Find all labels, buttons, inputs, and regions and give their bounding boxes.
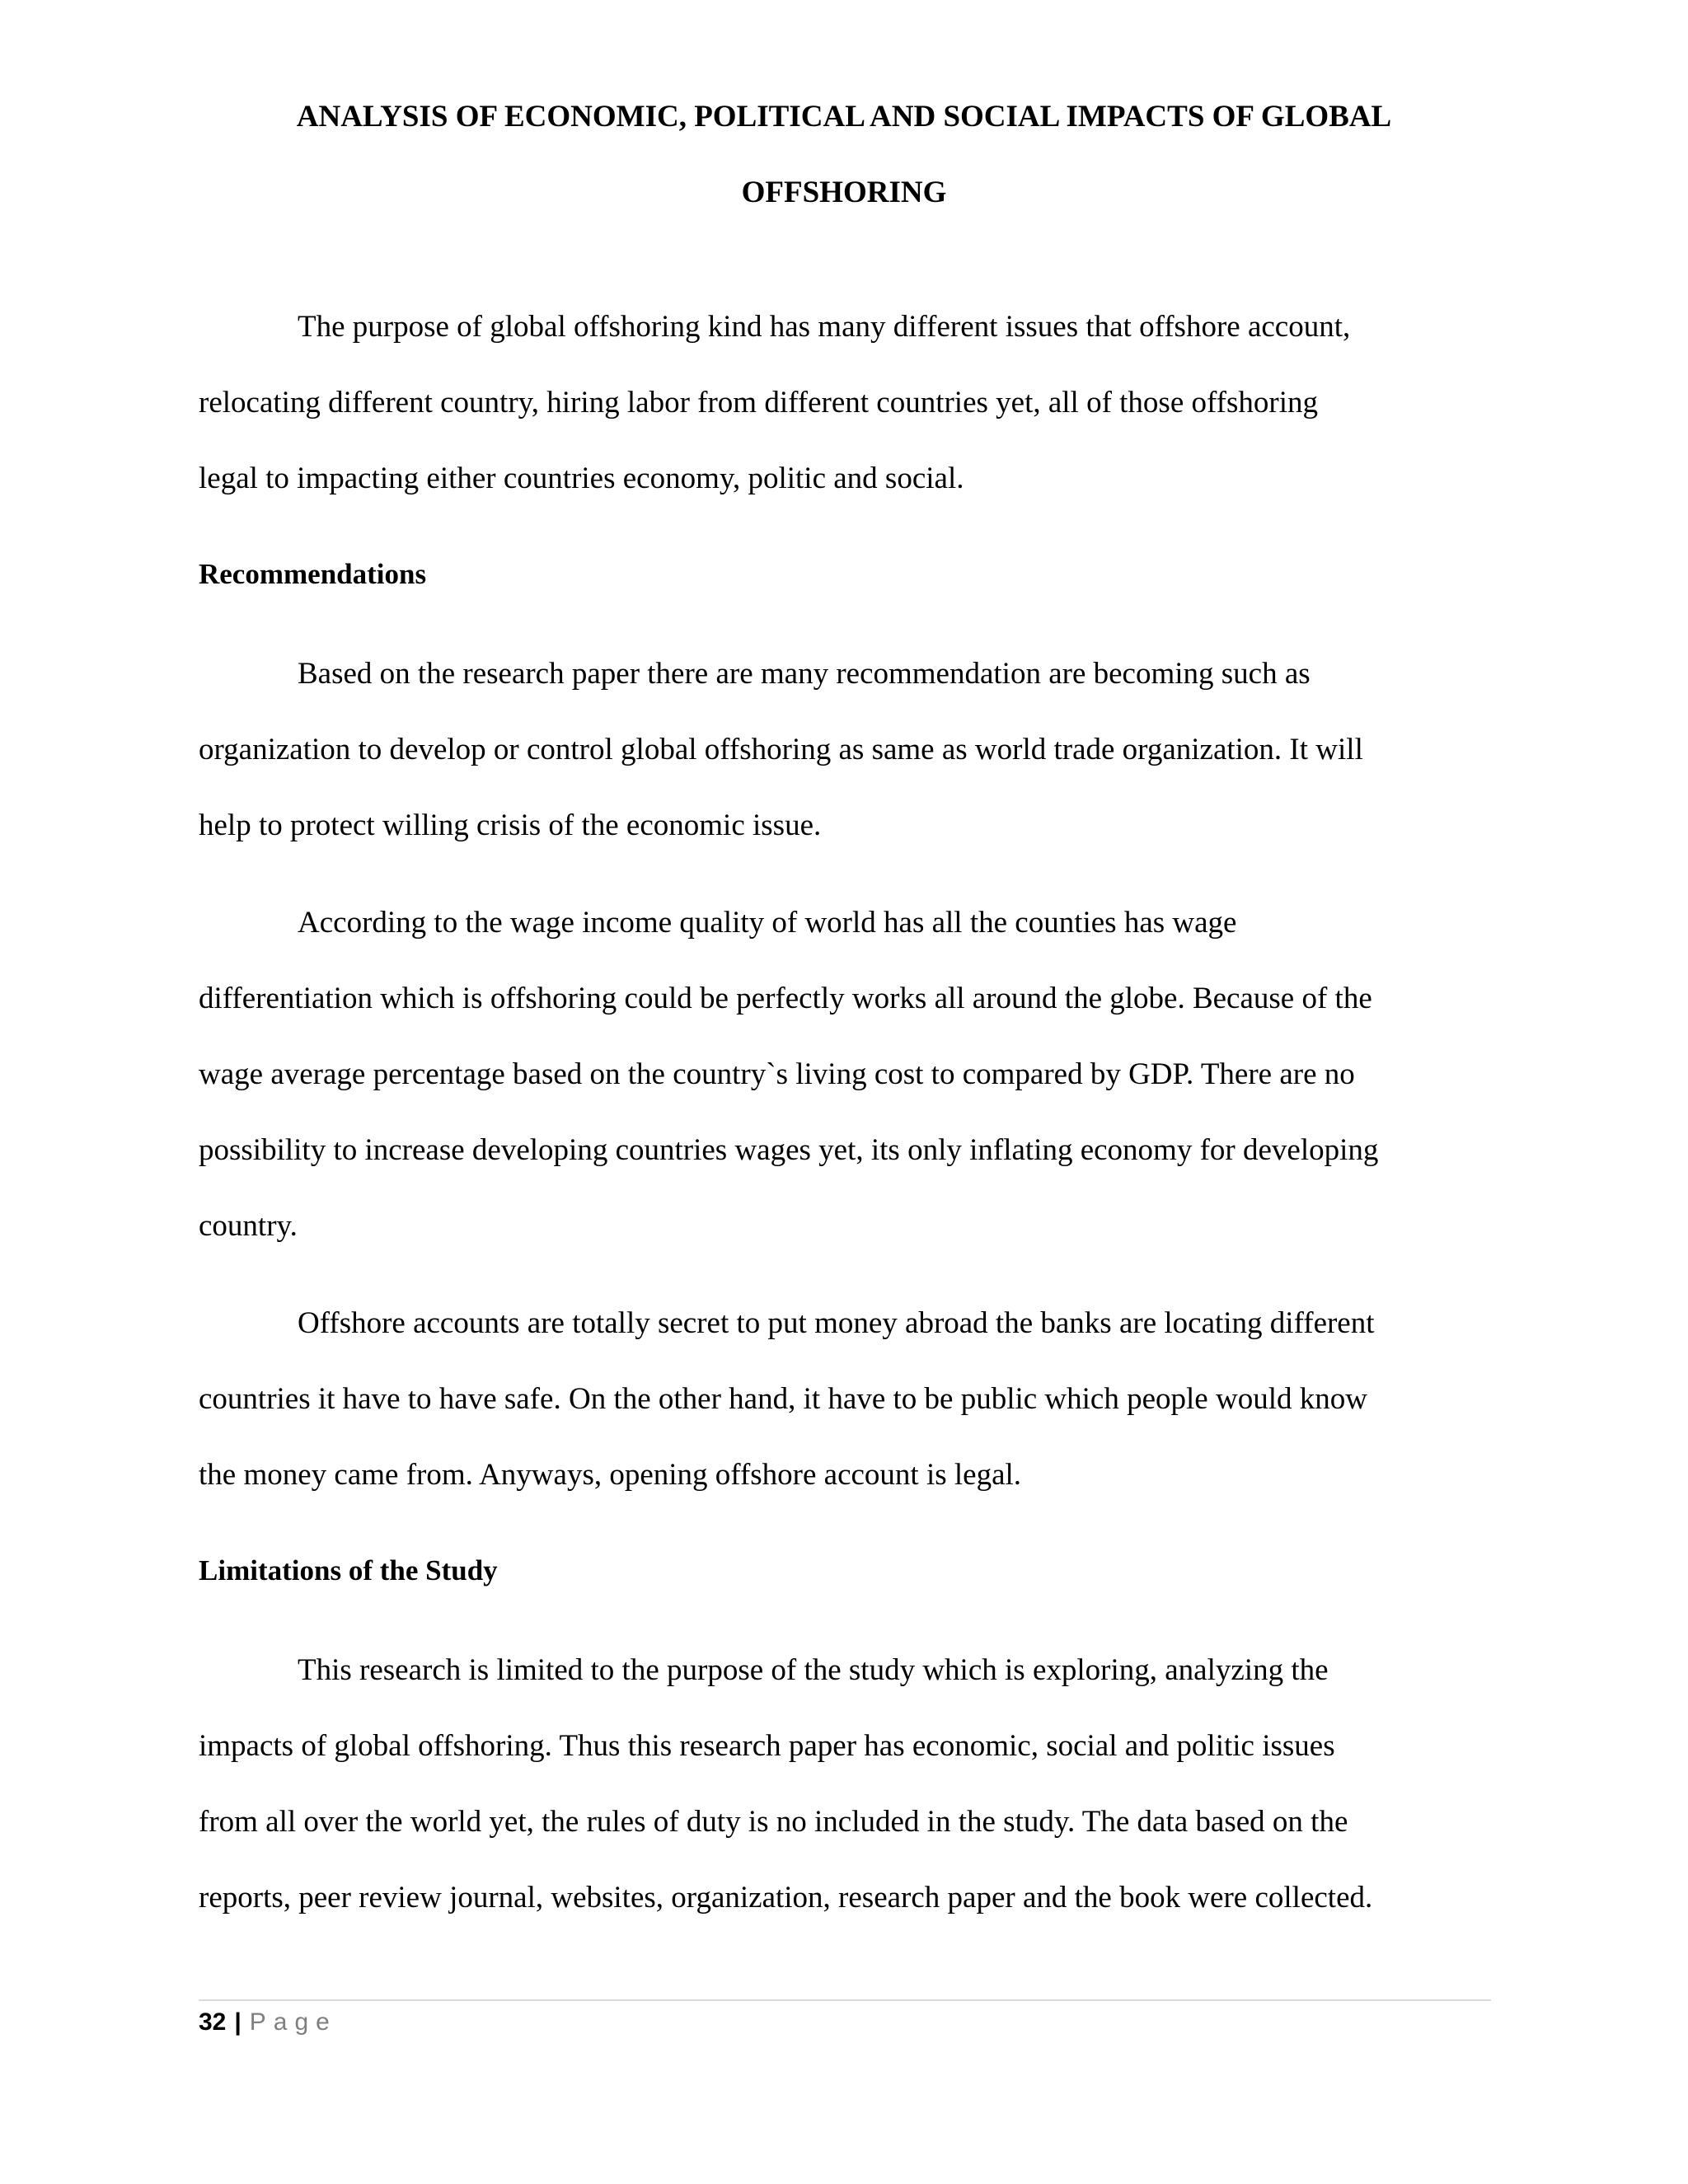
footer-divider	[199, 1999, 1491, 2001]
rec-p2-line-1: According to the wage income quality of world has all the counties has wage	[298, 906, 1237, 940]
rec-p3-line-2: countries it have to have safe. On the other hand, it have to be public which people would know	[199, 1382, 1367, 1416]
rec-p2-line-4: possibility to increase developing countries wages yet, its only inflating economy for developing	[199, 1133, 1379, 1167]
rec-p1-line-1: Based on the research paper there are many recommendation are becoming such as	[298, 657, 1311, 691]
intro-line-2: relocating different country, hiring labor from different countries yet, all of those offshoring	[199, 386, 1318, 419]
page-number: 32	[199, 2008, 227, 2036]
lim-line-2: impacts of global offshoring. Thus this research paper has economic, social and politic issues	[199, 1729, 1335, 1763]
rec-p2-line-3: wage average percentage based on the country`s living cost to compared by GDP. There are no	[199, 1057, 1355, 1091]
lim-line-3: from all over the world yet, the rules of duty is no included in the study. The data based on the	[199, 1805, 1348, 1839]
title-line-1: ANALYSIS OF ECONOMIC, POLITICAL AND SOCIAL IMPACTS OF GLOBAL	[296, 100, 1392, 134]
intro-line-1: The purpose of global offshoring kind has many different issues that offshore account,	[298, 310, 1351, 344]
rec-p2-line-5: country.	[199, 1209, 298, 1243]
rec-p1-line-3: help to protect willing crisis of the economic issue.	[199, 808, 822, 842]
rec-p3-line-1: Offshore accounts are totally secret to put money abroad the banks are locating different	[298, 1306, 1375, 1340]
intro-line-3: legal to impacting either countries economy, politic and social.	[199, 462, 964, 495]
rec-p2-line-2: differentiation which is offshoring could be perfectly works all around the globe. Because of the	[199, 982, 1372, 1015]
lim-line-4: reports, peer review journal, websites, organization, research paper and the book were collected.	[199, 1881, 1373, 1915]
rec-p3-line-3: the money came from. Anyways, opening offshore account is legal.	[199, 1458, 1022, 1492]
footer-separator: |	[234, 2008, 241, 2036]
page-footer	[199, 2004, 337, 2041]
lim-line-1: This research is limited to the purpose of the study which is exploring, analyzing the	[298, 1653, 1329, 1687]
page-label: Page	[249, 2008, 337, 2036]
rec-p1-line-2: organization to develop or control global offshoring as same as world trade organization. It will	[199, 733, 1363, 766]
limitations-heading: Limitations of the Study	[199, 1554, 498, 1586]
title-line-2: OFFSHORING	[741, 176, 947, 209]
recommendations-heading: Recommendations	[199, 558, 427, 590]
